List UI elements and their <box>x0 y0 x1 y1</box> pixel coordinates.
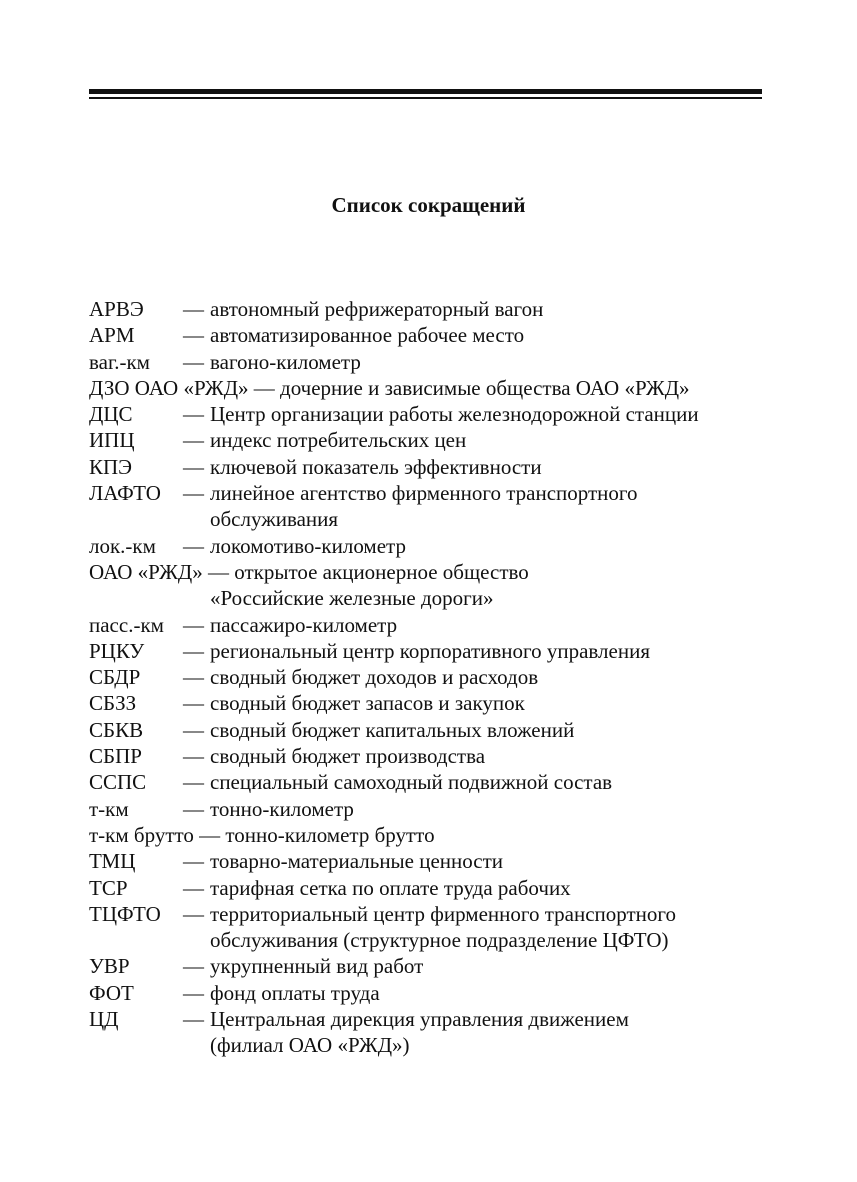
em-dash: — <box>183 638 204 663</box>
em-dash: — <box>183 796 204 821</box>
page-title: Список сокращений <box>331 193 526 217</box>
definition-continuation: обслуживания <box>210 507 339 532</box>
em-dash: — <box>183 875 204 900</box>
definition: линейное агентство фирменного транспортного <box>210 481 638 506</box>
definition: сводный бюджет капитальных вложений <box>210 717 575 742</box>
em-dash: — <box>183 612 204 637</box>
list-item <box>89 322 789 348</box>
abbreviation: УВР <box>89 954 130 979</box>
abbreviation: ДЦС <box>89 402 133 427</box>
definition: тарифная сетка по оплате труда рабочих <box>210 875 571 900</box>
list-item <box>89 690 789 716</box>
em-dash: — <box>183 402 204 427</box>
abbreviation-entry-text: ДЗО ОАО «РЖД» — дочерние и зависимые общества ОАО «РЖД» <box>89 375 690 400</box>
header-rule-thick <box>89 89 762 94</box>
em-dash: — <box>183 1007 204 1032</box>
list-item <box>89 822 789 848</box>
abbreviation: т-км <box>89 796 129 821</box>
definition: территориальный центр фирменного транспортного <box>210 901 676 926</box>
em-dash: — <box>183 717 204 742</box>
abbreviation: ТЦФТО <box>89 901 161 926</box>
list-item <box>89 349 789 375</box>
abbreviation: ИПЦ <box>89 428 135 453</box>
list-item <box>89 769 789 795</box>
abbreviation: СБДР <box>89 665 141 690</box>
list-item <box>89 953 789 979</box>
em-dash: — <box>183 770 204 795</box>
list-item <box>89 533 789 559</box>
list-item <box>89 743 789 769</box>
abbreviation: ТМЦ <box>89 849 136 874</box>
definition: Центр организации работы железнодорожной станции <box>210 402 699 427</box>
em-dash: — <box>183 428 204 453</box>
definition: автоматизированное рабочее место <box>210 323 525 348</box>
definition: автономный рефрижераторный вагон <box>210 297 544 321</box>
list-item <box>89 375 789 401</box>
definition: специальный самоходный подвижной состав <box>210 770 613 795</box>
abbreviation: ЦД <box>89 1007 119 1032</box>
list-item <box>89 848 789 874</box>
abbreviation: ССПС <box>89 770 147 795</box>
em-dash: — <box>183 744 204 769</box>
definition: индекс потребительских цен <box>210 428 467 453</box>
list-item <box>89 1006 789 1059</box>
em-dash: — <box>183 665 204 690</box>
definition: локомотиво-километр <box>210 533 406 558</box>
list-item <box>89 980 789 1006</box>
list-item <box>89 875 789 901</box>
abbreviation: ТСР <box>89 875 128 900</box>
definition: пассажиро-километр <box>210 612 398 637</box>
definition: фонд оплаты труда <box>210 980 380 1005</box>
abbreviation: лок.-км <box>89 533 156 558</box>
em-dash: — <box>183 691 204 716</box>
list-item <box>89 638 789 664</box>
abbreviation: АРМ <box>89 323 135 348</box>
list-item <box>89 480 789 533</box>
abbreviation: СБЗЗ <box>89 691 137 716</box>
em-dash: — <box>183 533 204 558</box>
em-dash: — <box>183 954 204 979</box>
definition: товарно-материальные ценности <box>210 849 504 874</box>
list-item <box>89 454 789 480</box>
list-item <box>89 901 789 954</box>
abbreviation: КПЭ <box>89 454 133 479</box>
list-item <box>89 427 789 453</box>
abbreviation: ЛАФТО <box>89 481 161 506</box>
definition: сводный бюджет производства <box>210 744 486 769</box>
abbreviation: СБКВ <box>89 717 144 742</box>
definition: вагоно-километр <box>210 349 361 374</box>
em-dash: — <box>183 849 204 874</box>
definition-continuation: (филиал ОАО «РЖД») <box>210 1033 410 1058</box>
definition: укрупненный вид работ <box>210 954 424 979</box>
abbreviation-list <box>89 296 789 1059</box>
list-item <box>89 296 789 322</box>
abbreviation: ваг.-км <box>89 349 150 374</box>
definition: тонно-километр <box>210 796 354 821</box>
abbreviation: АРВЭ <box>89 297 144 321</box>
abbreviation-entry-text: т-км брутто — тонно-километр брутто <box>89 822 435 847</box>
abbreviation: РЦКУ <box>89 638 145 663</box>
list-item <box>89 612 789 638</box>
abbreviation-entry-text: ОАО «РЖД» — открытое акционерное общество <box>89 559 529 584</box>
em-dash: — <box>183 980 204 1005</box>
list-item <box>89 401 789 427</box>
list-item <box>89 559 789 612</box>
em-dash: — <box>183 297 204 321</box>
list-item <box>89 717 789 743</box>
abbreviation: ФОТ <box>89 980 134 1005</box>
em-dash: — <box>183 481 204 506</box>
definition: сводный бюджет запасов и закупок <box>210 691 525 716</box>
definition: ключевой показатель эффективности <box>210 454 542 479</box>
definition-continuation: «Российские железные дороги» <box>210 586 494 611</box>
em-dash: — <box>183 454 204 479</box>
abbreviation: СБПР <box>89 744 142 769</box>
definition: региональный центр корпоративного управления <box>210 638 650 663</box>
abbreviation: пасс.-км <box>89 612 164 637</box>
definition: Центральная дирекция управления движением <box>210 1007 629 1032</box>
definition: сводный бюджет доходов и расходов <box>210 665 539 690</box>
definition-continuation: обслуживания (структурное подразделение ЦФТО) <box>210 928 669 953</box>
header-rule-thin <box>89 97 762 99</box>
list-item <box>89 796 789 822</box>
list-item <box>89 664 789 690</box>
em-dash: — <box>183 901 204 926</box>
em-dash: — <box>183 323 204 348</box>
em-dash: — <box>183 349 204 374</box>
